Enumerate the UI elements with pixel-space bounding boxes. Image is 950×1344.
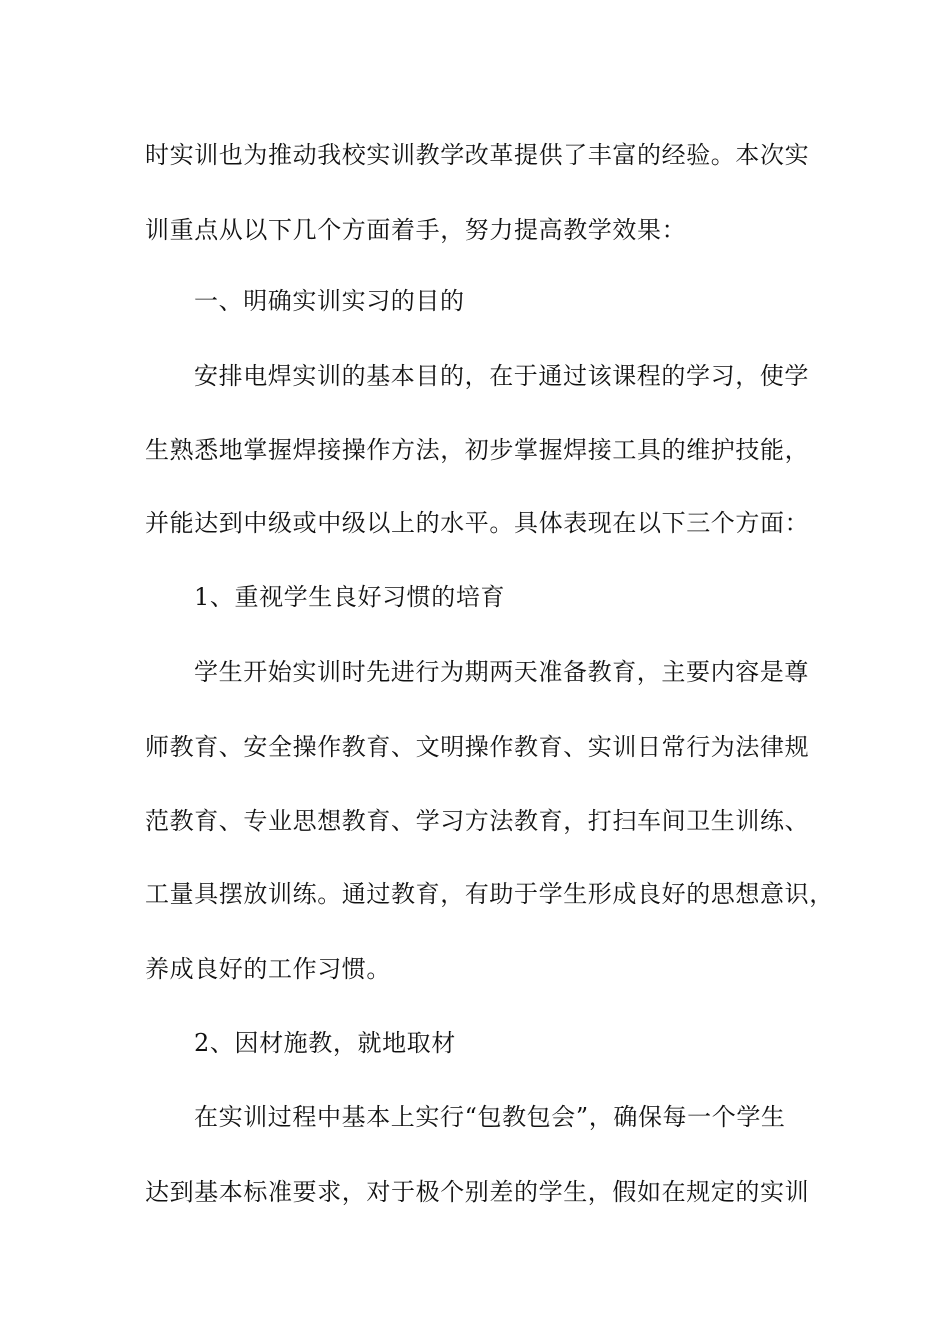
- text-line: 时实训也为推动我校实训教学改革提供了丰富的经验。本次实: [145, 141, 810, 169]
- text-line: 在实训过程中基本上实行“包教包会”，确保每一个学生: [194, 1103, 786, 1131]
- text-line: 师教育、安全操作教育、文明操作教育、实训日常行为法律规: [145, 733, 810, 761]
- text-line: 工量具摆放训练。通过教育，有助于学生形成良好的思想意识，: [145, 880, 834, 908]
- subsection-heading: 1、重视学生良好习惯的培育: [194, 583, 506, 611]
- text-line: 生熟悉地掌握焊接操作方法，初步掌握焊接工具的维护技能，: [145, 436, 810, 464]
- text-line: 养成良好的工作习惯。: [145, 955, 391, 983]
- text-line: 达到基本标准要求，对于极个别差的学生，假如在规定的实训: [145, 1178, 810, 1206]
- subsection-heading: 2、因材施教，就地取材: [194, 1029, 456, 1057]
- text-line: 范教育、专业思想教育、学习方法教育，打扫车间卫生训练、: [145, 807, 810, 835]
- text-line: 学生开始实训时先进行为期两天准备教育，主要内容是尊: [194, 658, 809, 686]
- text-line: 并能达到中级或中级以上的水平。具体表现在以下三个方面：: [145, 509, 810, 537]
- text-line: 训重点从以下几个方面着手，努力提高教学效果：: [145, 216, 687, 244]
- text-line: 安排电焊实训的基本目的，在于通过该课程的学习，使学: [194, 362, 809, 390]
- section-heading: 一、明确实训实习的目的: [194, 287, 465, 315]
